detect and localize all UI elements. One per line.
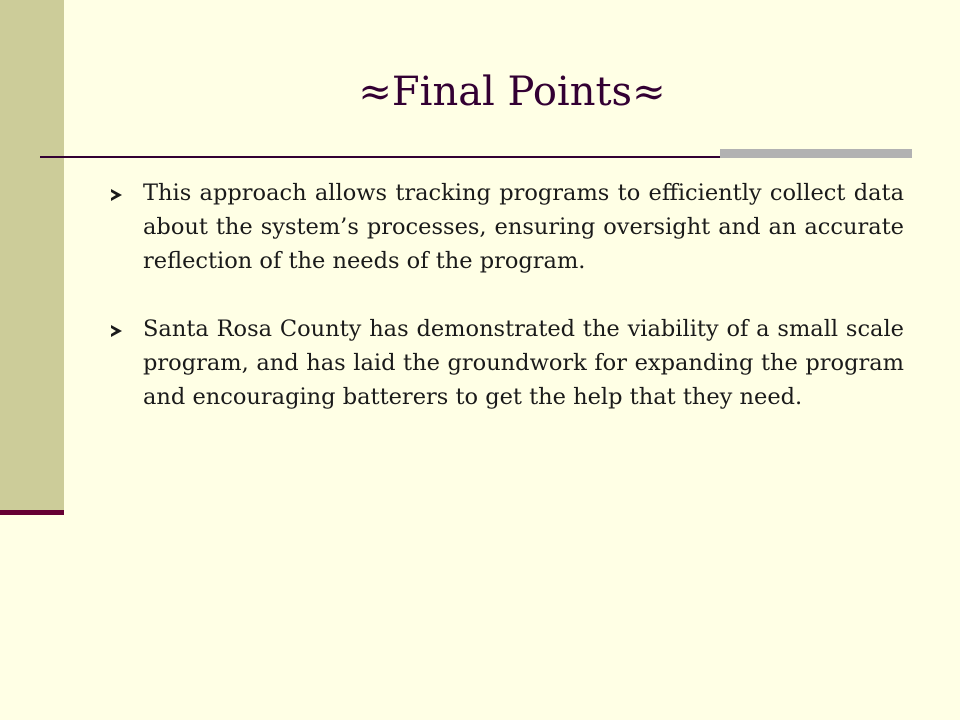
arrowhead-bullet-icon [111, 189, 122, 201]
bullet-text: Santa Rosa County has demonstrated the viability of a small scale program, and has laid the groundwork for expanding the program and encouraging batterers to get the help that they need. [143, 316, 904, 410]
bullet-list [108, 176, 904, 448]
bullet-item [108, 312, 904, 414]
slide-title: ≈Final Points≈ [358, 69, 666, 115]
side-bar-decoration [0, 0, 64, 510]
arrowhead-bullet-icon [111, 325, 122, 337]
bullet-item [108, 176, 904, 278]
side-bar-underline [0, 510, 64, 515]
title-accent-bar [720, 149, 912, 158]
bullet-text: This approach allows tracking programs to efficiently collect data about the system’s processes, ensuring oversight and an accurate reflection of the needs of the program. [143, 180, 904, 274]
